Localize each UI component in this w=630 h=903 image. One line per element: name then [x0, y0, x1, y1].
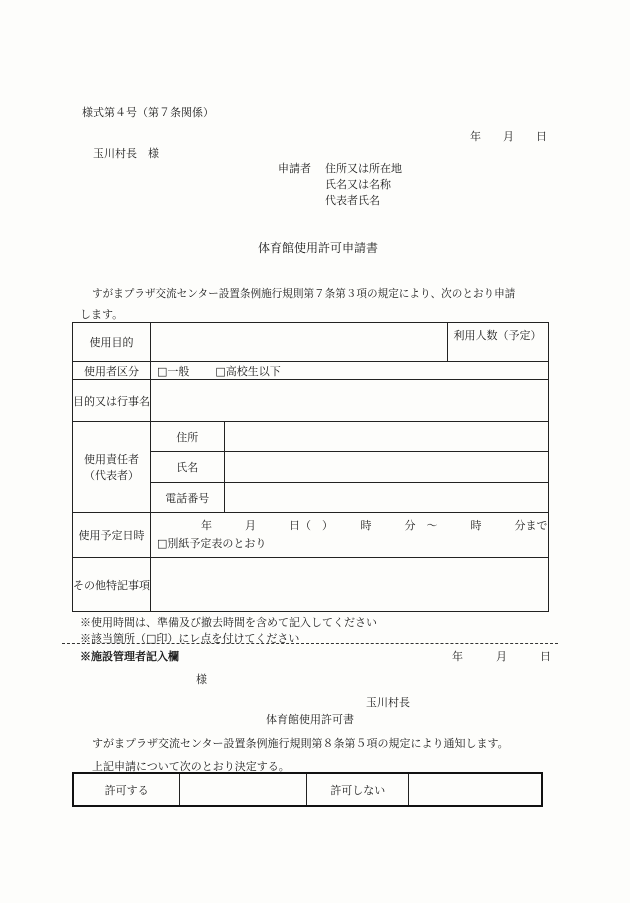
users-count-label: 利用人数（予定） — [453, 329, 542, 342]
no-permit-label: 許可しない — [307, 773, 409, 806]
user-class-options — [151, 362, 549, 380]
schedule-field[interactable] — [151, 513, 549, 558]
users-count-cell[interactable] — [447, 323, 548, 362]
permit-title: 体育館使用許可書 — [266, 713, 354, 726]
address-label: 住所 — [151, 422, 225, 452]
no-permit-field[interactable] — [409, 773, 542, 806]
facility-sama: 様 — [196, 673, 207, 686]
note-usage-time: ※使用時間は、準備及び撤去時間を含めて記入してください — [80, 616, 377, 629]
other-field[interactable] — [151, 558, 549, 612]
intro-line-2: します。 — [80, 308, 124, 321]
purpose-label: 使用目的 — [73, 323, 151, 362]
applicant-representative-label: 代表者氏名 — [325, 194, 380, 207]
name-field[interactable] — [224, 452, 548, 483]
note-checkmark: ※該当箇所（□印）にレ点を付けてください — [80, 632, 300, 645]
decision-table — [72, 772, 543, 807]
schedule-line: 年 月 日（ ） 時 分 ～ 時 分まで — [201, 519, 548, 532]
cut-line — [62, 643, 558, 644]
responsible-label-line2: （代表者） — [84, 469, 139, 482]
schedule-label: 使用予定日時 — [73, 513, 151, 558]
name-label: 氏名 — [151, 452, 225, 483]
facility-mayor: 玉川村長 — [366, 696, 410, 709]
event-name-label: 目的又は行事名 — [73, 380, 151, 422]
facility-header: ※施設管理者記入欄 — [80, 650, 179, 663]
responsible-label-line1: 使用責任者 — [84, 453, 139, 466]
general-checkbox[interactable]: □一般 — [157, 364, 190, 378]
application-table — [72, 322, 549, 612]
schedule-alt-checkbox[interactable]: □別紙予定表のとおり — [157, 537, 267, 550]
address-field[interactable] — [224, 422, 548, 452]
event-name-field[interactable] — [151, 380, 549, 422]
purpose-field[interactable] — [151, 323, 448, 362]
permit-decision: 上記申請について次のとおり決定する。 — [92, 760, 290, 773]
page-title: 体育館使用許可申請書 — [258, 241, 379, 255]
phone-label: 電話番号 — [151, 483, 225, 513]
intro-line-1: すがまプラザ交流センター設置条例施行規則第７条第３項の規定により、次のとおり申請 — [92, 288, 516, 300]
responsible-label — [73, 422, 151, 513]
permit-field[interactable] — [180, 773, 307, 806]
student-checkbox[interactable]: □高校生以下 — [215, 364, 281, 378]
other-label: その他特記事項 — [73, 558, 151, 612]
applicant-address-label: 住所又は所在地 — [325, 162, 402, 175]
form-number: 様式第４号（第７条関係） — [82, 106, 214, 119]
applicant-label: 申請者 — [278, 162, 311, 175]
phone-field[interactable] — [224, 483, 548, 513]
addressee: 玉川村長 様 — [93, 147, 159, 160]
permit-notice: すがまプラザ交流センター設置条例施行規則第８条第５項の規定により通知します。 — [92, 737, 509, 750]
user-class-label: 使用者区分 — [73, 362, 151, 380]
date-line: 年 月 日 — [470, 130, 547, 143]
permit-label: 許可する — [73, 773, 180, 806]
facility-date: 年 月 日 — [452, 650, 551, 663]
applicant-name-label: 氏名又は名称 — [325, 178, 391, 191]
